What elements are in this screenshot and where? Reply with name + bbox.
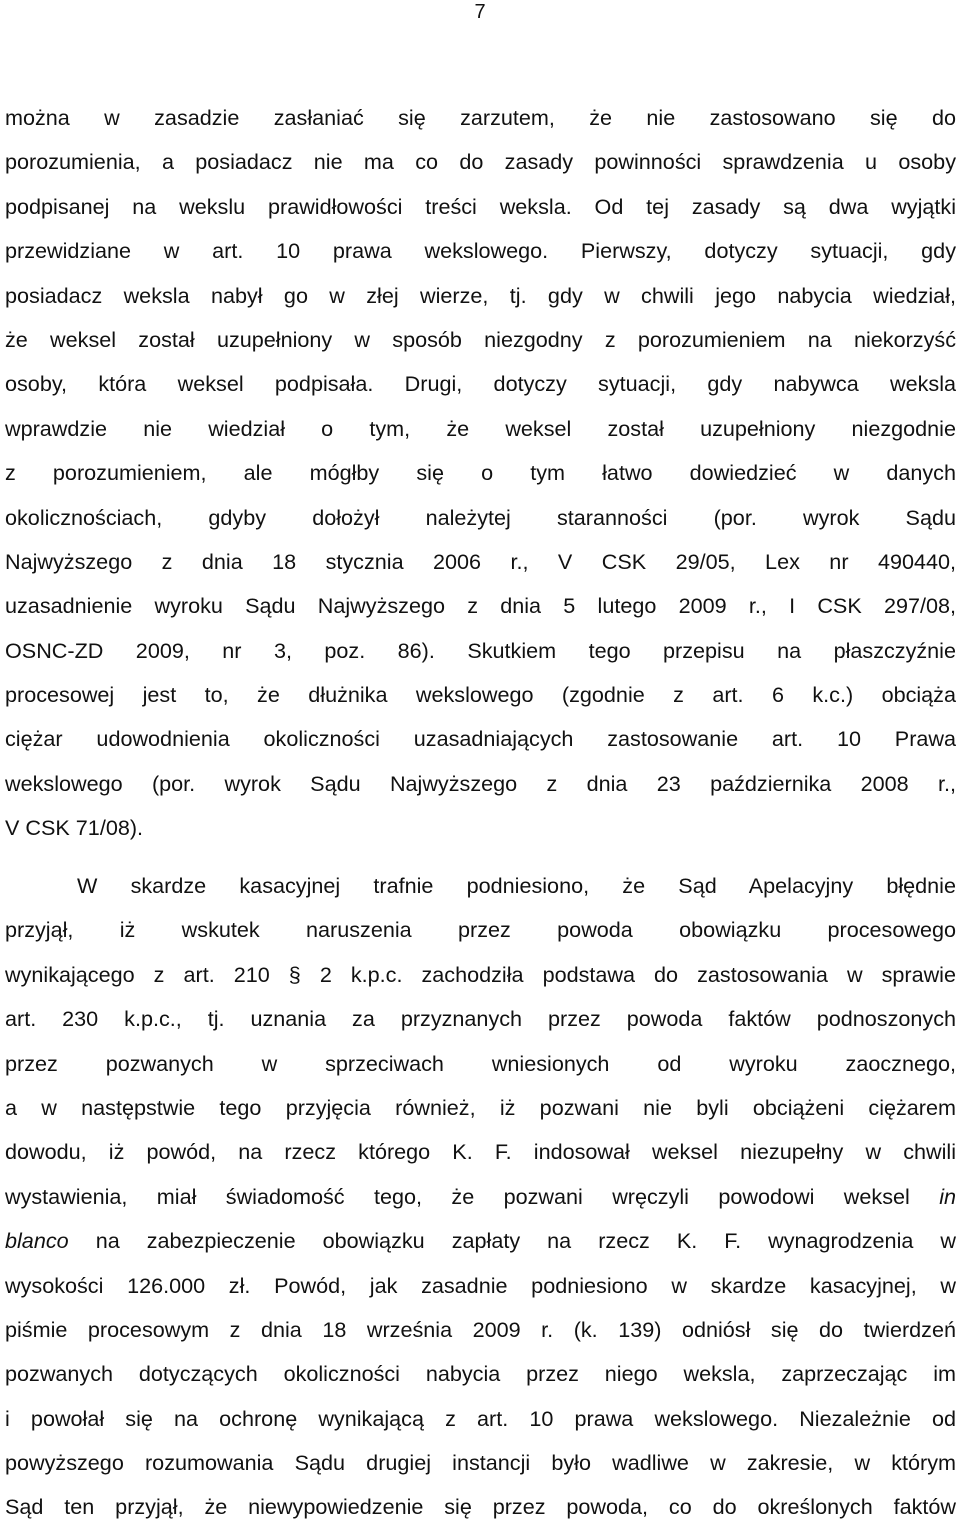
text-line: wekslowego (por. wyrok Sądu Najwyższego z dnia 23 października 2008 r., xyxy=(5,770,956,796)
text-line: przez pozwanych w sprzeciwach wniesionych od wyroku zaocznego, xyxy=(5,1050,956,1076)
text-line: Najwyższego z dnia 18 stycznia 2006 r., V CSK 29/05, Lex nr 490440, xyxy=(5,548,956,574)
text-line: przewidziane w art. 10 prawa wekslowego. Pierwszy, dotyczy sytuacji, gdy xyxy=(5,238,956,264)
italic-term: blanco xyxy=(5,1228,69,1254)
text-segment: wystawienia, miał świadomość tego, że pozwani wręczyli powodowi weksel xyxy=(5,1183,910,1209)
text-line: procesowej jest to, że dłużnika wekslowego (zgodnie z art. 6 k.c.) obciąża xyxy=(5,682,956,708)
text-line: i powołał się na ochronę wynikającą z art. 10 prawa wekslowego. Niezależnie od xyxy=(5,1405,956,1431)
text-line: porozumienia, a posiadacz nie ma co do zasady powinności sprawdzenia u osoby xyxy=(5,149,956,175)
text-line: można w zasadzie zasłaniać się zarzutem, że nie zastosowano się do xyxy=(5,105,956,130)
text-line: dowodu, iż powód, na rzecz którego K. F. indosował weksel niezupełny w chwili xyxy=(5,1139,956,1165)
text-line: wprawdzie nie wiedział o tym, że weksel został uzupełniony niezgodnie xyxy=(5,415,956,441)
text-line: z porozumieniem, ale mógłby się o tym łatwo dowiedzieć w danych xyxy=(5,460,956,486)
text-segment: na zabezpieczenie obowiązku zapłaty na rzecz K. F. wynagrodzenia w xyxy=(95,1228,957,1254)
text-line: W skardze kasacyjnej trafnie podniesiono, że Sąd Apelacyjny błędnie xyxy=(77,873,956,898)
text-line: powyższego rozumowania Sądu drugiej instancji było wadliwe w zakresie, w którym xyxy=(5,1450,956,1476)
text-line: wynikającego z art. 210 § 2 k.p.c. zachodziła podstawa do zastosowania w sprawie xyxy=(5,961,956,987)
paragraph-2 xyxy=(5,864,956,1530)
text-line: przyjął, iż wskutek naruszenia przez powoda obowiązku procesowego xyxy=(5,917,956,943)
text-line-with-italic xyxy=(5,1219,956,1263)
text-line: posiadacz weksla nabył go w złej wierze, tj. gdy w chwili jego nabycia wiedział, xyxy=(5,282,956,308)
text-line: art. 230 k.p.c., tj. uznania za przyznanych przez powoda faktów podnoszonych xyxy=(5,1006,956,1032)
text-line: wysokości 126.000 zł. Powód, jak zasadnie podniesiono w skardze kasacyjnej, w xyxy=(5,1272,956,1298)
page-number: 7 xyxy=(474,1,486,23)
text-line: osoby, która weksel podpisała. Drugi, dotyczy sytuacji, gdy nabywca weksla xyxy=(5,371,956,397)
text-line: OSNC-ZD 2009, nr 3, poz. 86). Skutkiem tego przepisu na płaszczyźnie xyxy=(5,637,956,663)
text-line-with-italic xyxy=(5,1175,956,1219)
text-line: V CSK 71/08). xyxy=(5,815,144,841)
text-line: uzasadnienie wyroku Sądu Najwyższego z dnia 5 lutego 2009 r., I CSK 297/08, xyxy=(5,593,956,619)
italic-term: in xyxy=(939,1183,956,1209)
text-line: okolicznościach, gdyby dołożył należytej staranności (por. wyrok Sądu xyxy=(5,504,956,530)
text-line: a w następstwie tego przyjęcia również, iż pozwani nie byli obciążeni ciężarem xyxy=(5,1094,956,1120)
text-line: pozwanych dotyczących okoliczności nabycia przez niego weksla, zaprzeczając im xyxy=(5,1361,956,1387)
text-line: że weksel został uzupełniony w sposób niezgodny z porozumieniem na niekorzyść xyxy=(5,326,956,352)
paragraph-1 xyxy=(5,96,956,851)
text-line: piśmie procesowym z dnia 18 września 2009 r. (k. 139) odniósł się do twierdzeń xyxy=(5,1316,956,1342)
text-line: ciężar udowodnienia okoliczności uzasadniających zastosowanie art. 10 Prawa xyxy=(5,726,956,752)
text-line: Sąd ten przyjął, że niewypowiedzenie się przez powoda, co do określonych faktów xyxy=(5,1494,956,1520)
text-line: podpisanej na wekslu prawidłowości treści weksla. Od tej zasady są dwa wyjątki xyxy=(5,193,956,219)
